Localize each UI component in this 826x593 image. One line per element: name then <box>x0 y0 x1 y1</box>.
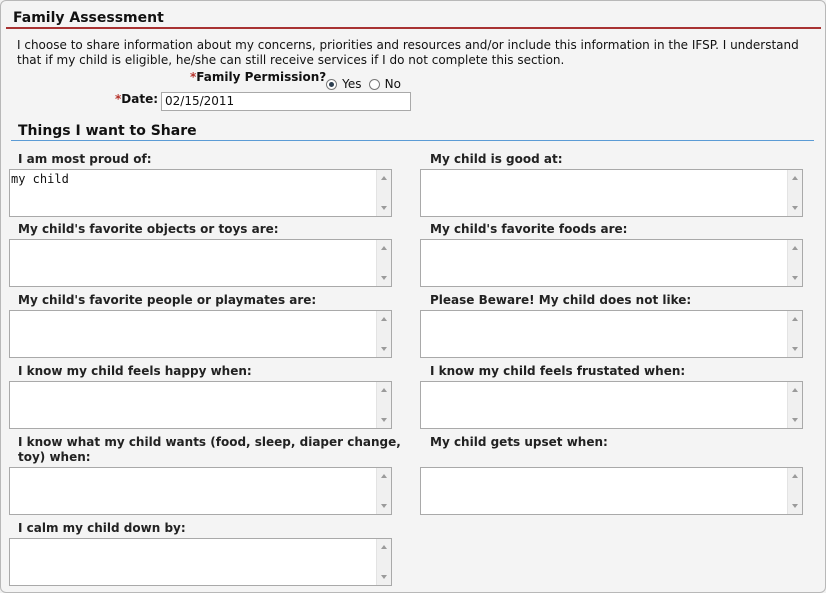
gets-upset-label: My child gets upset when: <box>430 435 608 449</box>
gets-upset-textarea[interactable] <box>420 467 803 515</box>
scroll-down-icon[interactable] <box>381 575 387 579</box>
permission-yes-radio[interactable] <box>326 79 337 90</box>
favorite-people-label: My child's favorite people or playmates are: <box>18 293 317 307</box>
scroll-down-icon[interactable] <box>381 504 387 508</box>
feels-frustrated-label: I know my child feels frustated when: <box>430 364 686 378</box>
calm-down-textarea[interactable] <box>9 538 392 586</box>
scroll-up-icon[interactable] <box>792 246 798 250</box>
scroll-up-icon[interactable] <box>381 545 387 549</box>
permission-yes-label[interactable]: Yes <box>342 77 362 91</box>
permission-radio-group <box>326 73 401 92</box>
family-permission-text: Family Permission? <box>196 70 327 84</box>
feels-happy-label: I know my child feels happy when: <box>18 364 252 378</box>
scroll-up-icon[interactable] <box>792 388 798 392</box>
scrollbar[interactable] <box>787 240 802 286</box>
scroll-up-icon[interactable] <box>381 388 387 392</box>
feels-happy-textarea[interactable] <box>9 381 392 429</box>
good-at-label: My child is good at: <box>430 152 563 166</box>
scrollbar[interactable] <box>376 468 391 514</box>
date-label <box>115 92 158 106</box>
feels-frustrated-textarea[interactable] <box>420 381 803 429</box>
calm-down-label: I calm my child down by: <box>18 521 186 535</box>
does-not-like-textarea[interactable] <box>420 310 803 358</box>
scroll-up-icon[interactable] <box>381 246 387 250</box>
permission-no-label[interactable]: No <box>384 77 401 91</box>
date-input[interactable]: 02/15/2011 <box>161 92 411 111</box>
proud-of-label: I am most proud of: <box>18 152 152 166</box>
permission-no-radio[interactable] <box>369 79 380 90</box>
scrollbar[interactable] <box>787 170 802 216</box>
favorite-people-textarea[interactable] <box>9 310 392 358</box>
favorite-foods-textarea[interactable] <box>420 239 803 287</box>
good-at-textarea[interactable] <box>420 169 803 217</box>
share-divider <box>11 140 814 141</box>
scrollbar[interactable] <box>376 539 391 585</box>
scrollbar[interactable] <box>787 382 802 428</box>
family-permission-label <box>190 70 326 84</box>
date-label-text: Date: <box>121 92 159 106</box>
favorite-toys-label: My child's favorite objects or toys are: <box>18 222 279 236</box>
scroll-down-icon[interactable] <box>792 276 798 280</box>
required-mark: * <box>115 92 122 106</box>
scroll-up-icon[interactable] <box>792 474 798 478</box>
intro-text: I choose to share information about my concerns, priorities and resources and/or include this information in the IFSP. I understand that if my child is eligible, he/she can still receive services if I do not complete this section. <box>17 38 799 67</box>
scrollbar[interactable] <box>376 382 391 428</box>
scrollbar[interactable] <box>376 240 391 286</box>
favorite-toys-textarea[interactable] <box>9 239 392 287</box>
title-divider <box>6 27 821 29</box>
page-title: Family Assessment <box>13 10 164 26</box>
required-mark: * <box>190 70 197 84</box>
scroll-down-icon[interactable] <box>792 347 798 351</box>
scroll-down-icon[interactable] <box>381 206 387 210</box>
proud-of-textarea[interactable] <box>9 169 392 217</box>
does-not-like-label: Please Beware! My child does not like: <box>430 293 692 307</box>
scroll-down-icon[interactable] <box>792 418 798 422</box>
proud-of-value: my child <box>11 172 69 186</box>
scroll-up-icon[interactable] <box>792 317 798 321</box>
scroll-up-icon[interactable] <box>381 474 387 478</box>
scrollbar[interactable] <box>787 468 802 514</box>
scrollbar[interactable] <box>376 170 391 216</box>
scroll-up-icon[interactable] <box>381 176 387 180</box>
child-wants-textarea[interactable] <box>9 467 392 515</box>
share-section-title: Things I want to Share <box>18 123 197 139</box>
scroll-down-icon[interactable] <box>381 276 387 280</box>
scroll-up-icon[interactable] <box>381 317 387 321</box>
favorite-foods-label: My child's favorite foods are: <box>430 222 628 236</box>
scroll-down-icon[interactable] <box>381 347 387 351</box>
child-wants-label: I know what my child wants (food, sleep, diaper change, toy) when: <box>18 435 401 464</box>
scroll-down-icon[interactable] <box>792 206 798 210</box>
scroll-down-icon[interactable] <box>792 504 798 508</box>
scrollbar[interactable] <box>787 311 802 357</box>
scroll-down-icon[interactable] <box>381 418 387 422</box>
scroll-up-icon[interactable] <box>792 176 798 180</box>
scrollbar[interactable] <box>376 311 391 357</box>
